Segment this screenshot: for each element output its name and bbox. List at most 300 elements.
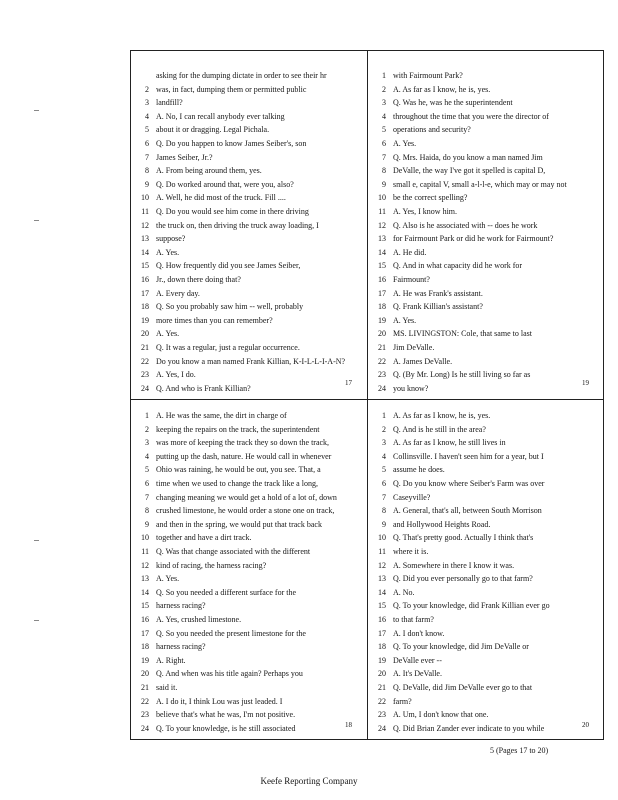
transcript-line xyxy=(131,640,367,653)
transcript-line xyxy=(131,327,367,340)
line-text: Jim DeValle. xyxy=(393,343,435,352)
line-text: Q. And in what capacity did he work for xyxy=(393,261,523,271)
line-number: 11 xyxy=(378,547,386,556)
line-number: 23 xyxy=(141,370,149,380)
line-number: 11 xyxy=(378,207,386,216)
line-number: 18 xyxy=(378,642,386,652)
line-number: 13 xyxy=(141,234,149,244)
line-number: 2 xyxy=(145,84,149,94)
line-text: A. It's DeValle. xyxy=(393,669,442,679)
line-text: where it is. xyxy=(393,547,429,556)
line-number: 6 xyxy=(382,139,386,148)
transcript-line xyxy=(368,110,604,123)
line-text: DeValle, the way I've got it spelled is capital D, xyxy=(393,166,546,176)
line-number: 1 xyxy=(145,411,149,420)
line-text: the truck on, then driving the truck away loading, I xyxy=(156,220,319,230)
transcript-sheet xyxy=(130,50,604,740)
transcript-line xyxy=(368,368,604,381)
line-text: A. From being around them, yes. xyxy=(156,166,262,176)
transcript-line xyxy=(368,300,604,313)
line-number: 17 xyxy=(378,288,386,298)
line-text: Q. And who is Frank Killian? xyxy=(156,383,251,393)
line-number: 15 xyxy=(141,601,149,611)
line-text: A. I do it, I think Lou was just leaded. I xyxy=(156,696,283,706)
transcript-line xyxy=(368,219,604,232)
line-text: you know? xyxy=(393,383,429,393)
transcript-line xyxy=(368,436,604,449)
line-number: 5 xyxy=(382,465,386,475)
line-text: Q. So you needed the present limestone for the xyxy=(156,628,306,638)
transcript-line xyxy=(368,341,604,354)
line-text: farm? xyxy=(393,696,412,706)
line-text: A. Every day. xyxy=(156,288,200,298)
transcript-line xyxy=(368,246,604,259)
line-number: 18 xyxy=(141,642,149,652)
transcript-line xyxy=(368,559,604,572)
transcript-line xyxy=(131,599,367,612)
line-number: 15 xyxy=(378,601,386,611)
page-number: 18 xyxy=(345,721,352,729)
line-text: Q. Was that change associated with the different xyxy=(156,547,311,556)
transcript-line xyxy=(131,368,367,381)
transcript-line xyxy=(131,69,367,82)
page-number: 17 xyxy=(345,379,352,387)
transcript-line xyxy=(368,491,604,504)
transcript-line xyxy=(131,559,367,572)
line-number: 13 xyxy=(141,574,149,584)
line-text: A. Somewhere in there I know it was. xyxy=(393,560,515,570)
line-number: 21 xyxy=(378,683,386,692)
line-number: 10 xyxy=(378,533,386,543)
transcript-line xyxy=(368,409,604,422)
line-text: harness racing? xyxy=(156,642,206,652)
line-number: 4 xyxy=(382,451,386,461)
line-number: 12 xyxy=(141,560,149,570)
line-text: MS. LIVINGSTON: Cole, that same to last xyxy=(393,329,532,339)
line-text: harness racing? xyxy=(156,601,206,611)
transcript-line xyxy=(131,504,367,517)
transcript-line xyxy=(368,463,604,476)
line-number: 12 xyxy=(378,560,386,570)
line-text: keeping the repairs on the track, the superintendent xyxy=(156,424,320,434)
line-number: 6 xyxy=(382,479,386,488)
line-text: Q. So you probably saw him -- well, probably xyxy=(156,302,304,312)
line-text: Caseyville? xyxy=(393,492,431,502)
transcript-line xyxy=(131,300,367,313)
transcript-line xyxy=(131,436,367,449)
line-number: 11 xyxy=(141,547,149,556)
transcript-line xyxy=(131,178,367,191)
transcript-line xyxy=(368,137,604,150)
page-range-label: 5 (Pages 17 to 20) xyxy=(490,746,549,755)
transcript-line xyxy=(131,205,367,218)
line-number: 3 xyxy=(382,98,386,108)
line-text: A. James DeValle. xyxy=(393,356,453,366)
line-text: Q. Also is he associated with -- does he work xyxy=(393,220,538,230)
line-text: A. Yes. xyxy=(156,247,180,257)
line-text: A. No. xyxy=(393,587,415,597)
line-number: 10 xyxy=(141,533,149,543)
line-number: 22 xyxy=(378,696,386,706)
line-text: A. As far as I know, he is, yes. xyxy=(393,411,491,420)
line-number: 7 xyxy=(145,492,149,502)
transcript-line xyxy=(131,314,367,327)
line-number: 15 xyxy=(141,261,149,271)
page-18 xyxy=(131,400,367,740)
transcript-line xyxy=(131,423,367,436)
line-number: 17 xyxy=(141,288,149,298)
line-number: 18 xyxy=(378,302,386,312)
line-text: assume he does. xyxy=(393,465,445,475)
line-number: 5 xyxy=(382,125,386,135)
transcript-line xyxy=(368,123,604,136)
line-number: 20 xyxy=(141,669,149,679)
line-number: 4 xyxy=(145,451,149,461)
transcript-line xyxy=(131,287,367,300)
line-number: 9 xyxy=(382,519,386,529)
margin-tick xyxy=(34,540,39,541)
margin-tick xyxy=(34,220,39,221)
transcript-line xyxy=(368,355,604,368)
line-text: landfill? xyxy=(156,98,183,108)
line-text: said it. xyxy=(156,683,178,692)
line-number: 10 xyxy=(141,193,149,203)
line-number: 1 xyxy=(382,71,386,80)
transcript-line xyxy=(368,83,604,96)
line-number: 24 xyxy=(141,723,149,733)
transcript-line xyxy=(368,722,604,735)
line-number: 9 xyxy=(145,179,149,189)
line-text: Fairmount? xyxy=(393,275,430,284)
line-number: 13 xyxy=(378,234,386,244)
line-number: 17 xyxy=(378,628,386,638)
line-number: 21 xyxy=(141,343,149,352)
line-number: 24 xyxy=(141,383,149,393)
transcript-line xyxy=(131,477,367,490)
line-number: 20 xyxy=(141,329,149,339)
page-number: 19 xyxy=(582,379,589,387)
line-text: Q. Do you happen to know James Seiber's, son xyxy=(156,139,307,148)
line-text: A. Yes, I know him. xyxy=(393,207,458,216)
line-text: A. Yes. xyxy=(156,329,180,339)
line-text: A. General, that's all, between South Morrison xyxy=(393,506,542,516)
line-number: 4 xyxy=(382,111,386,121)
transcript-line xyxy=(131,654,367,667)
line-text: was, in fact, dumping them or permitted public xyxy=(156,84,307,94)
line-text: A. Yes. xyxy=(156,574,180,584)
line-text: A. As far as I know, he is, yes. xyxy=(393,84,491,94)
line-number: 7 xyxy=(382,492,386,502)
transcript-line xyxy=(131,96,367,109)
transcript-line xyxy=(368,708,604,721)
transcript-line xyxy=(368,599,604,612)
line-text: A. Yes, crushed limestone. xyxy=(156,615,242,624)
line-text: Jr., down there doing that? xyxy=(156,275,241,284)
line-text: small e, capital V, small a-l-l-e, which may or may not xyxy=(393,179,567,189)
line-number: 7 xyxy=(145,152,149,162)
transcript-line xyxy=(131,491,367,504)
page-17 xyxy=(131,51,367,399)
line-text: Do you know a man named Frank Killian, K-I-L-L-I-A-N? xyxy=(156,356,346,366)
line-number: 5 xyxy=(145,125,149,135)
line-number: 8 xyxy=(145,506,149,516)
line-text: A. I don't know. xyxy=(393,628,445,638)
line-number: 5 xyxy=(145,465,149,475)
transcript-line xyxy=(131,191,367,204)
line-text: was more of keeping the track they so down the track, xyxy=(156,438,330,448)
line-number: 8 xyxy=(145,166,149,176)
line-number: 6 xyxy=(145,479,149,488)
transcript-line xyxy=(131,110,367,123)
line-number: 15 xyxy=(378,261,386,271)
line-number: 19 xyxy=(378,315,386,325)
transcript-line xyxy=(368,545,604,558)
transcript-line xyxy=(131,232,367,245)
line-text: Q. And when was his title again? Perhaps you xyxy=(156,669,303,679)
line-number: 14 xyxy=(141,247,149,257)
line-number: 24 xyxy=(378,383,386,393)
transcript-line xyxy=(368,327,604,340)
transcript-line xyxy=(131,450,367,463)
transcript-line xyxy=(131,613,367,626)
line-number: 19 xyxy=(141,315,149,325)
line-number: 23 xyxy=(378,710,386,720)
line-text: asking for the dumping dictate in order to see their hr xyxy=(156,71,327,80)
reporting-company-name: Keefe Reporting Company xyxy=(260,776,358,786)
transcript-line xyxy=(368,423,604,436)
transcript-line xyxy=(368,450,604,463)
line-number: 11 xyxy=(141,207,149,216)
transcript-line xyxy=(368,627,604,640)
transcript-line xyxy=(368,314,604,327)
line-text: with Fairmount Park? xyxy=(393,71,463,80)
line-text: Q. Do you know where Seiber's Farm was over xyxy=(393,479,545,488)
transcript-line xyxy=(368,654,604,667)
line-number: 17 xyxy=(141,628,149,638)
line-text: suppose? xyxy=(156,234,186,244)
page-19 xyxy=(368,51,604,399)
line-text: Q. And is he still in the area? xyxy=(393,424,486,434)
line-number: 7 xyxy=(382,152,386,162)
transcript-line xyxy=(368,287,604,300)
transcript-line xyxy=(131,164,367,177)
line-text: operations and security? xyxy=(393,125,471,135)
line-text: Q. To your knowledge, is he still associated xyxy=(156,723,296,733)
line-number: 3 xyxy=(145,98,149,108)
transcript-line xyxy=(368,178,604,191)
line-number: 19 xyxy=(378,655,386,665)
line-number: 14 xyxy=(141,587,149,597)
line-text: Q. Do you would see him come in there driving xyxy=(156,207,309,216)
transcript-line xyxy=(368,151,604,164)
line-text: Q. To your knowledge, did Jim DeValle or xyxy=(393,642,529,652)
line-text: Q. Frank Killian's assistant? xyxy=(393,302,483,312)
transcript-line xyxy=(131,83,367,96)
transcript-line xyxy=(131,151,367,164)
line-number: 14 xyxy=(378,587,386,597)
transcript-line xyxy=(368,613,604,626)
transcript-line xyxy=(368,273,604,286)
transcript-line xyxy=(131,123,367,136)
line-number: 10 xyxy=(378,193,386,203)
line-number: 13 xyxy=(378,574,386,584)
line-text: Q. That's pretty good. Actually I think that's xyxy=(393,533,534,543)
line-number: 16 xyxy=(141,615,149,624)
line-text: A. No, I can recall anybody ever talking xyxy=(156,111,285,121)
line-text: time when we used to change the track like a long, xyxy=(156,479,318,488)
transcript-line xyxy=(368,477,604,490)
line-number: 12 xyxy=(141,220,149,230)
line-number: 9 xyxy=(382,179,386,189)
line-text: Q. How frequently did you see James Seiber, xyxy=(156,261,301,271)
transcript-line xyxy=(368,586,604,599)
transcript-line xyxy=(368,205,604,218)
line-text: A. Yes. xyxy=(393,139,417,148)
line-text: putting up the dash, nature. He would call in whenever xyxy=(156,451,332,461)
transcript-line xyxy=(368,681,604,694)
transcript-line xyxy=(131,463,367,476)
line-number: 8 xyxy=(382,166,386,176)
transcript-line xyxy=(368,382,604,395)
transcript-line xyxy=(131,722,367,735)
line-number: 22 xyxy=(141,696,149,706)
line-text: more times than you can remember? xyxy=(156,315,273,325)
transcript-line xyxy=(131,246,367,259)
transcript-line xyxy=(368,531,604,544)
line-number: 21 xyxy=(378,343,386,352)
transcript-line xyxy=(131,586,367,599)
line-text: together and have a dirt track. xyxy=(156,533,252,543)
transcript-line xyxy=(368,695,604,708)
line-text: DeValle ever -- xyxy=(393,655,442,665)
transcript-line xyxy=(131,137,367,150)
line-number: 20 xyxy=(378,669,386,679)
line-number: 6 xyxy=(145,139,149,148)
line-number: 16 xyxy=(378,615,386,624)
line-number: 2 xyxy=(382,84,386,94)
line-text: throughout the time that you were the director of xyxy=(393,111,549,121)
transcript-line xyxy=(368,232,604,245)
transcript-line xyxy=(368,572,604,585)
transcript-line xyxy=(131,695,367,708)
transcript-line xyxy=(131,681,367,694)
line-text: Q. (By Mr. Long) Is he still living so far as xyxy=(393,370,531,380)
transcript-line xyxy=(131,627,367,640)
transcript-line xyxy=(368,164,604,177)
line-text: Q. It was a regular, just a regular occurrence. xyxy=(156,343,300,352)
line-number: 16 xyxy=(378,275,386,284)
page-number: 20 xyxy=(582,721,589,729)
transcript-line xyxy=(368,640,604,653)
transcript-line xyxy=(131,259,367,272)
line-text: believe that's what he was, I'm not positive. xyxy=(156,710,296,720)
line-text: A. Yes, I do. xyxy=(156,370,196,380)
line-text: A. He did. xyxy=(393,247,427,257)
line-text: Q. DeValle, did Jim DeValle ever go to that xyxy=(393,683,533,692)
line-text: Q. Do worked around that, were you, also? xyxy=(156,179,294,189)
line-number: 8 xyxy=(382,506,386,516)
line-text: A. Um, I don't know that one. xyxy=(393,710,489,720)
transcript-line xyxy=(131,409,367,422)
line-number: 23 xyxy=(141,710,149,720)
transcript-line xyxy=(131,545,367,558)
margin-tick xyxy=(34,620,39,621)
line-number: 22 xyxy=(141,356,149,366)
line-text: be the correct spelling? xyxy=(393,193,468,203)
line-text: A. He was Frank's assistant. xyxy=(393,288,483,298)
line-text: and then in the spring, we would put that track back xyxy=(156,519,322,529)
line-number: 2 xyxy=(145,424,149,434)
line-number: 16 xyxy=(141,275,149,284)
line-text: changing meaning we would get a hold of a lot of, down xyxy=(156,492,337,502)
transcript-line xyxy=(131,708,367,721)
line-text: Collinsville. I haven't seen him for a year, but I xyxy=(393,451,544,461)
transcript-line xyxy=(131,531,367,544)
line-number: 14 xyxy=(378,247,386,257)
transcript-line xyxy=(131,667,367,680)
line-number: 9 xyxy=(145,519,149,529)
transcript-line xyxy=(131,518,367,531)
transcript-line xyxy=(368,518,604,531)
line-text: James Seiber, Jr.? xyxy=(156,152,213,162)
transcript-line xyxy=(368,504,604,517)
line-number: 1 xyxy=(382,411,386,420)
line-text: A. Well, he did most of the truck. Fill .... xyxy=(156,193,286,203)
line-text: Ohio was raining, he would be out, you see. That, a xyxy=(156,465,321,475)
line-text: A. As far as I know, he still lives in xyxy=(393,438,506,448)
line-number: 2 xyxy=(382,424,386,434)
line-text: crushed limestone, he would order a stone one on track, xyxy=(156,506,335,516)
line-number: 3 xyxy=(145,438,149,448)
line-text: kind of racing, the harness racing? xyxy=(156,560,267,570)
line-number: 21 xyxy=(141,683,149,692)
page-20 xyxy=(368,400,604,740)
transcript-line xyxy=(368,96,604,109)
line-number: 18 xyxy=(141,302,149,312)
line-text: for Fairmount Park or did he work for Fairmount? xyxy=(393,234,554,244)
transcript-line xyxy=(131,219,367,232)
line-number: 19 xyxy=(141,655,149,665)
transcript-line xyxy=(368,69,604,82)
transcript-line xyxy=(131,341,367,354)
line-text: Q. So you needed a different surface for the xyxy=(156,587,297,597)
line-text: Q. Mrs. Haida, do you know a man named Jim xyxy=(393,152,543,162)
transcript-line xyxy=(131,382,367,395)
transcript-line xyxy=(368,667,604,680)
transcript-line xyxy=(368,191,604,204)
line-text: Q. To your knowledge, did Frank Killian ever go xyxy=(393,601,550,611)
line-number: 22 xyxy=(378,356,386,366)
transcript-line xyxy=(131,355,367,368)
line-number: 20 xyxy=(378,329,386,339)
margin-tick xyxy=(34,110,39,111)
line-text: and Hollywood Heights Road. xyxy=(393,519,491,529)
transcript-line xyxy=(368,259,604,272)
line-text: A. He was the same, the dirt in charge of xyxy=(156,411,287,420)
line-number: 3 xyxy=(382,438,386,448)
transcript-line xyxy=(131,572,367,585)
line-number: 12 xyxy=(378,220,386,230)
transcript-line xyxy=(131,273,367,286)
line-text: to that farm? xyxy=(393,615,434,624)
line-text: A. Yes. xyxy=(393,315,417,325)
line-text: A. Right. xyxy=(156,655,186,665)
line-text: about it or dragging. Legal Pichala. xyxy=(156,125,270,135)
line-text: Q. Did you ever personally go to that farm? xyxy=(393,574,533,584)
line-text: Q. Did Brian Zander ever indicate to you while xyxy=(393,723,545,733)
line-number: 24 xyxy=(378,723,386,733)
line-text: Q. Was he, was he the superintendent xyxy=(393,98,513,108)
